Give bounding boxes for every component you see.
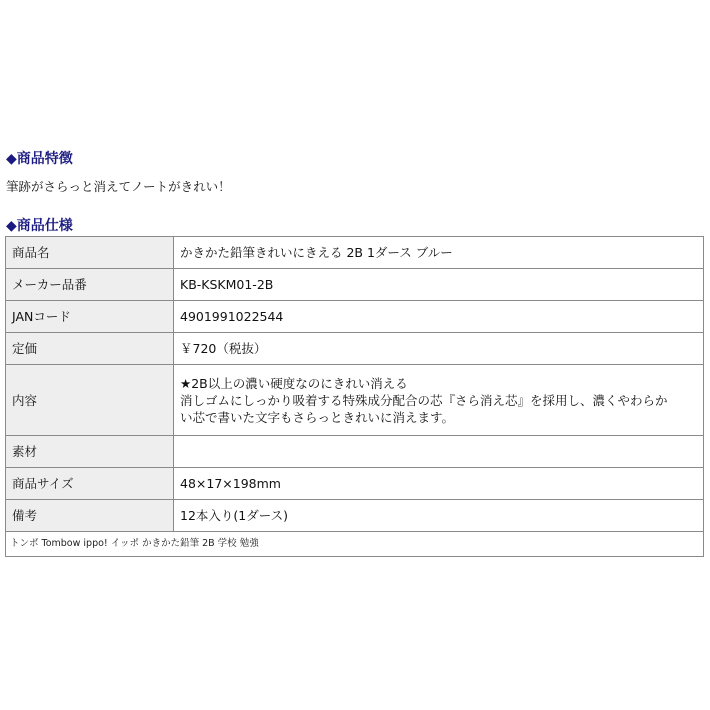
spec-key: 備考 (6, 500, 174, 532)
spec-row-model-number (6, 269, 704, 301)
spec-value (174, 436, 704, 468)
contents-line: 消しゴムにしっかり吸着する特殊成分配合の芯『さら消え芯』を採用し、濃くやわらか (180, 392, 668, 408)
contents-line: ★2B以上の濃い硬度なのにきれい消える (180, 375, 408, 391)
spec-row-list-price (6, 333, 704, 365)
spec-key: 商品名 (6, 237, 174, 269)
spec-value: かきかた鉛筆きれいにきえる 2B 1ダース ブルー (174, 237, 704, 269)
features-heading: ◆商品特徴 (6, 151, 73, 167)
spec-table (5, 236, 704, 532)
spec-row-product-name (6, 237, 704, 269)
spec-key: JANコード (6, 301, 174, 333)
spec-key: 商品サイズ (6, 468, 174, 500)
features-text: 筆跡がさらっと消えてノートがきれい！ (6, 179, 231, 194)
specs-heading: ◆商品仕様 (6, 218, 73, 234)
spec-row-jan-code (6, 301, 704, 333)
spec-value: 4901991022544 (174, 301, 704, 333)
keywords-line: トンボ Tombow ippo! イッポ かきかた鉛筆 2B 学校 勉強 (5, 532, 704, 557)
spec-key: 内容 (6, 365, 174, 436)
spec-value: 48×17×198mm (174, 468, 704, 500)
spec-row-contents (6, 365, 704, 436)
spec-key: 素材 (6, 436, 174, 468)
spec-key: 定価 (6, 333, 174, 365)
spec-value-contents (174, 365, 704, 436)
spec-row-size (6, 468, 704, 500)
contents-line: い芯で書いた文字もさらっときれいに消えます。 (180, 409, 455, 425)
spec-key: メーカー品番 (6, 269, 174, 301)
spec-value: 12本入り(1ダース) (174, 500, 704, 532)
spec-row-material (6, 436, 704, 468)
spec-value: ￥720（税抜） (174, 333, 704, 365)
spec-table-container (5, 236, 704, 557)
spec-row-notes (6, 500, 704, 532)
spec-value: KB-KSKM01-2B (174, 269, 704, 301)
